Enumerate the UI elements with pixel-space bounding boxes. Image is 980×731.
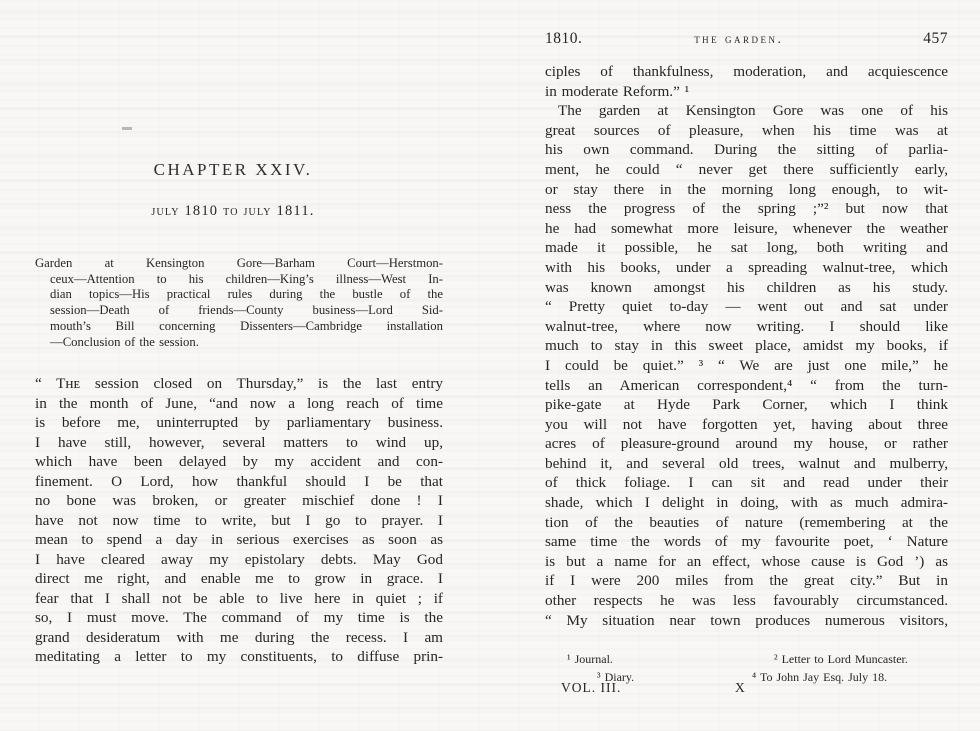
text-line: tion of the beauties of nature (remembering at the	[545, 513, 948, 531]
text-line: grand desideratum with me during the recess. I am	[35, 628, 443, 646]
right-page-paragraph-continued	[545, 62, 948, 101]
text-line: or stay there in the morning long enough, to wit-	[545, 180, 948, 198]
right-page-paragraph-garden	[545, 101, 948, 630]
text-line: mouth’s Bill concerning Dissenters—Cambridge installation	[50, 318, 443, 333]
text-line: other respects he was less favourably circumstanced.	[545, 592, 948, 610]
text-line: walnut-tree, where now writing. I should like	[545, 317, 948, 335]
text-line: I could be quiet.” ³ “ We are just one mile,” he	[545, 356, 948, 374]
running-head	[545, 30, 948, 48]
text-line: is but a name for an effect, whose cause is God ’) as	[545, 552, 948, 570]
page-footer	[545, 680, 948, 700]
text-line: The garden at Kensington Gore was one of his	[558, 102, 948, 120]
text-line: his own command. During the sitting of parlia-	[545, 141, 948, 159]
text-line: of thick foliage. I can sit and read under their	[545, 474, 948, 492]
chapter-subtitle: july 1810 to july 1811.	[151, 203, 315, 219]
text-line: session—Death of friends—County business—Lord Sid-	[50, 303, 443, 318]
running-head-year: 1810.	[545, 30, 583, 47]
text-line: behind it, and several old trees, walnut and mulberry,	[545, 454, 948, 472]
text-line: have not now time to write, but I go to prayer. I	[35, 511, 443, 529]
text-line: ness the progress of the spring ;”² but now that	[545, 200, 948, 218]
text-line: was known amongst his children as his study.	[545, 278, 948, 296]
text-line: which have been delayed by my accident and con-	[35, 453, 443, 470]
text-line: ceux—Attention to his children—King’s illness—West In-	[50, 271, 443, 286]
page-number: 457	[923, 30, 948, 47]
text-line: —Conclusion of the session.	[50, 334, 199, 349]
text-line: in the month of June, “and now a long reach of time	[35, 394, 443, 412]
text-line: ⁴ To John Jay Esq. July 18.	[752, 670, 888, 684]
text-line: acres of pleasure-ground around my house, or rather	[545, 435, 948, 453]
text-line: meditating a letter to my constituents, to diffuse prin-	[35, 648, 443, 665]
text-line: I have cleared away my epistolary debts. May God	[35, 550, 443, 568]
text-line: much to stay in this sweet place, amidst my books, if	[545, 337, 948, 355]
volume-label: VOL. III.	[561, 680, 622, 695]
text-line: great sources of pleasure, when his time was at	[545, 121, 948, 139]
left-page-body-paragraph	[35, 374, 443, 667]
text-line: fear that I shall not be able to live here in quiet ; if	[35, 589, 443, 607]
text-line: dian topics—His practical rules during the bustle of the	[50, 287, 443, 302]
text-line: direct me right, and enable me to grow in grace. I	[35, 570, 443, 587]
text-line: no bone was broken, or greater mischief done ! I	[35, 492, 443, 509]
text-line: “ My situation near town produces numerous visitors,	[545, 611, 948, 629]
text-line: ³ Diary.	[597, 670, 635, 684]
text-line: ² Letter to Lord Muncaster.	[774, 652, 908, 666]
text-line: you will not have forgotten yet, having about three	[545, 415, 948, 433]
text-line: same time the words of my favourite poet, ‘ Nature	[545, 533, 948, 551]
text-line: I have still, however, several matters to wind up,	[35, 433, 443, 451]
text-line: is before me, uninterrupted by parliamentary business.	[35, 414, 443, 431]
text-line: so, I must move. The command of my time is the	[35, 609, 443, 626]
text-line: finement. O Lord, how thankful should I be that	[35, 472, 443, 490]
chapter-summary	[35, 256, 443, 350]
text-line: ment, he could “ never get there sufficiently early,	[545, 160, 948, 178]
text-line: if I were 200 miles from the great city.” But in	[545, 572, 948, 590]
text-line: Garden at Kensington Gore—Barham Court—Herstmon-	[35, 256, 443, 270]
scan-artifact-dash	[122, 127, 132, 130]
right-page-body	[545, 62, 948, 630]
text-line: with his books, under a spreading walnut-tree, which	[545, 258, 948, 276]
text-line: made it possible, he sat long, both writing and	[545, 239, 948, 257]
signature-mark: X	[735, 680, 746, 695]
text-line: in moderate Reform.” ¹	[545, 82, 690, 100]
chapter-heading: CHAPTER XXIV.	[153, 160, 313, 179]
text-line: ciples of thankfulness, moderation, and acquiescence	[545, 63, 948, 80]
running-head-title: the garden.	[694, 31, 784, 46]
text-line: shade, which I delight in doing, with as much admira-	[545, 494, 948, 512]
text-line: pike-gate at Hyde Park Corner, which I think	[545, 396, 948, 414]
text-line: he had somewhat more leisure, whenever the weather	[545, 219, 948, 237]
text-line: mean to spend a day in serious exercises as soon as	[35, 531, 443, 548]
text-line: “ Pretty quiet to-day — went out and sat under	[545, 298, 948, 316]
text-line: ¹ Journal.	[567, 652, 613, 666]
text-line: tells an American correspondent,⁴ “ from the turn-	[545, 376, 948, 394]
text-line: “ Tʜᴇ session closed on Thursday,” is the last entry	[35, 375, 443, 392]
